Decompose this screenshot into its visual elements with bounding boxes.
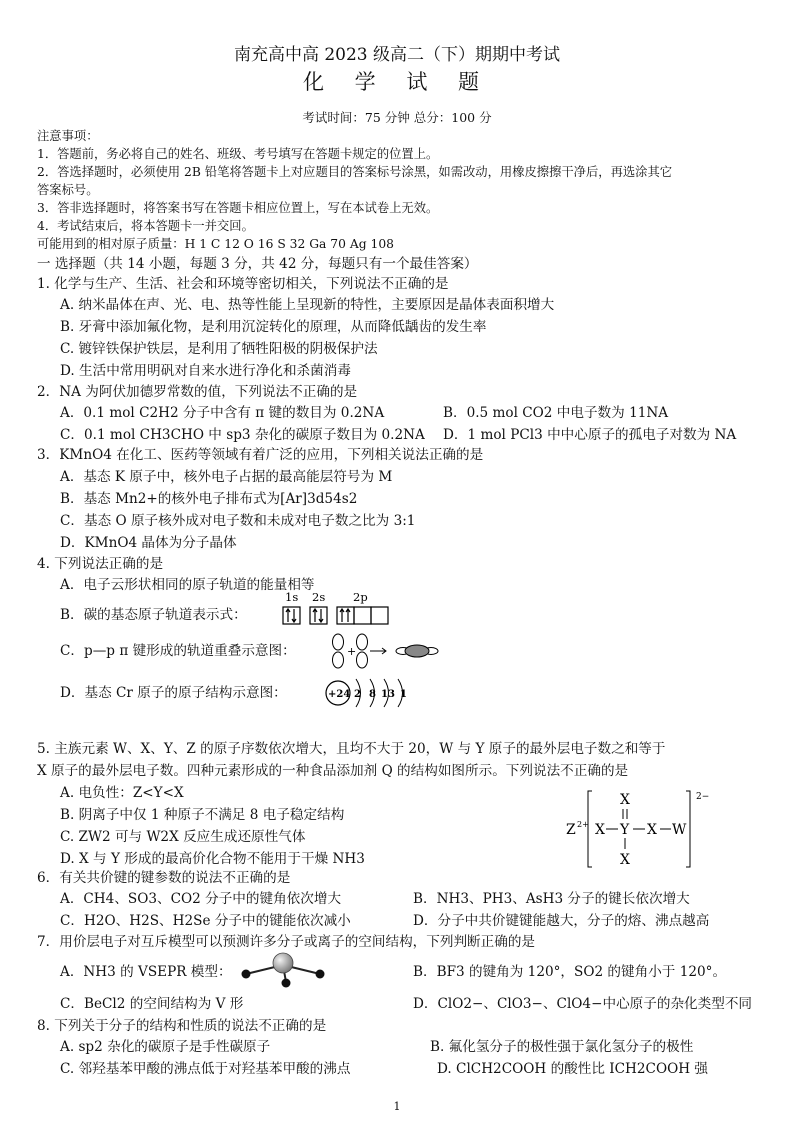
q1-option-a: A. 纳米晶体在声、光、电、热等性能上呈现新的特性，主要原因是晶体表面积增大 [60,297,555,313]
q5-stem-line1: 5. 主族元素 W、X、Y、Z 的原子序数依次增大，且均不大于 20，W 与 Y 原子的最外层电子数之和等于 [37,741,666,757]
q5-option-d: D. X 与 Y 形成的最高价化合物不能用于干燥 NH3 [60,851,365,867]
note-1: 1．答题前，务必将自己的姓名、班级、考号填写在答题卡规定的位置上。 [37,147,439,161]
time-info: 考试时间：75 分钟 总分：100 分 [302,110,492,125]
section-heading: 一 选择题（共 14 小题，每题 3 分，共 42 分，每题只有一个最佳答案） [37,256,478,272]
q8-option-a: A. sp2 杂化的碳原子是手性碳原子 [60,1039,271,1055]
q4-option-b: B．碳的基态原子轨道表示式： [60,607,247,623]
q4-option-d: D．基态 Cr 原子的原子结构示意图： [60,685,287,701]
orbital-label-1s: 1s [285,590,299,604]
atomic-masses: 可能用到的相对原子质量：H 1 C 12 O 16 S 32 Ga 70 Ag 108 [37,237,394,251]
q1-option-d: D. 生活中常用明矾对自来水进行净化和杀菌消毒 [60,363,351,379]
svg-text:+: + [347,645,357,658]
q4-stem: 4. 下列说法正确的是 [37,556,164,572]
q2-option-c: C．0.1 mol CH3CHO 中 sp3 杂化的碳原子数目为 0.2NA [60,427,425,443]
q7-option-c: C．BeCl2 的空间结构为 V 形 [60,996,244,1012]
q1-option-c: C. 镀锌铁保护铁层，是利用了牺牲阳极的阴极保护法 [60,341,378,357]
page-number: 1 [393,1100,401,1113]
q3-stem: 3．KMnO4 在化工、医药等领域有着广泛的应用，下列相关说法正确的是 [37,447,484,463]
notes-heading: 注意事项： [37,129,99,143]
shell-1-electrons: 2 [354,689,361,700]
q8-option-c: C. 邻羟基苯甲酸的沸点低于对羟基苯甲酸的沸点 [60,1061,351,1077]
q7-stem: 7．用价层电子对互斥模型可以预测许多分子或离子的空间结构，下列判断正确的是 [37,934,536,950]
q8-option-d: D. ClCH2COOH 的酸性比 ICH2COOH 强 [437,1061,709,1077]
q6-stem: 6．有关共价键的键参数的说法不正确的是 [37,870,291,886]
q2-option-d: D．1 mol PCl3 中中心原子的孤电子对数为 NA [443,427,737,443]
q2-option-b: B．0.5 mol CO2 中电子数为 11NA [443,405,669,421]
shell-3-electrons: 13 [381,689,395,700]
orbital-diagram [263,590,393,630]
q5-option-b: B. 阴离子中仅 1 种原子不满足 8 电子稳定结构 [60,807,345,823]
pi-bond-overlap-diagram [328,633,453,669]
note-2-cont: 答案标号。 [37,183,99,197]
orbital-label-2p: 2p [353,590,368,604]
top-x: X [620,792,630,808]
note-4: 4．考试结束后，将本答题卡一并交回。 [37,219,254,233]
q5-stem-line2: X 原子的最外层电子数。四种元素形成的一种食品添加剂 Q 的结构如图所示。下列说法不正确的是 [37,763,629,779]
q5-option-a: A. 电负性：Z<Y<X [60,785,184,801]
cr-atom-structure-diagram [323,675,423,719]
z-cation: Z [566,822,576,838]
nh3-vsepr-model [238,950,330,992]
q3-option-d: D．KMnO4 晶体为分子晶体 [60,535,237,551]
bottom-x: X [620,852,630,868]
note-3: 3．答非选择题时，将答案书写在答题卡相应位置上，写在本试卷上无效。 [37,201,439,215]
subject-title: 化 学 试 题 [302,70,492,94]
q2-option-a: A．0.1 mol C2H2 分子中含有 π 键的数目为 0.2NA [60,405,385,421]
orbital-label-2s: 2s [312,590,326,604]
q7-option-a: A．NH3 的 VSEPR 模型： [60,964,232,980]
compound-q-structure [560,787,720,869]
terminal-w: W [672,822,687,838]
q5-option-c: C. ZW2 可与 W2X 反应生成还原性气体 [60,829,306,845]
q4-option-a: A．电子云形状相同的原子轨道的能量相等 [60,577,315,593]
left-x: X [595,822,605,838]
q3-option-c: C．基态 O 原子核外成对电子数和未成对电子数之比为 3:1 [60,513,416,529]
right-x: X [647,822,657,838]
exam-title: 南充高中高 2023 级高二（下）期期中考试 [233,45,561,65]
central-y: Y [620,822,630,838]
q8-option-b: B. 氟化氢分子的极性强于氯化氢分子的极性 [430,1039,694,1055]
nucleus-charge: +24 [328,689,351,700]
q1-stem: 1. 化学与生产、生活、社会和环境等密切相关，下列说法不正确的是 [37,276,449,292]
q2-stem: 2．NA 为阿伏加德罗常数的值，下列说法不正确的是 [37,384,358,400]
q7-option-b: B．BF3 的键角为 120°，SO2 的键角小于 120°。 [413,964,727,980]
anion-charge: 2− [696,792,710,802]
q6-option-b: B．NH3、PH3、AsH3 分子的键长依次增大 [413,891,690,907]
z-charge: 2+ [577,820,589,829]
q7-option-d: D．ClO2−、ClO3−、ClO4−中心原子的杂化类型不同 [413,996,753,1012]
q1-option-b: B. 牙膏中添加氟化物，是利用沉淀转化的原理，从而降低龋齿的发生率 [60,319,487,335]
q3-option-b: B．基态 Mn2+的核外电子排布式为[Ar]3d54s2 [60,491,358,507]
q4-option-c: C．p—p π 键形成的轨道重叠示意图： [60,643,296,659]
q6-option-d: D．分子中共价键键能越大，分子的熔、沸点越高 [413,913,710,929]
q3-option-a: A．基态 K 原子中，核外电子占据的最高能层符号为 M [60,469,393,485]
q6-option-a: A．CH4、SO3、CO2 分子中的键角依次增大 [60,891,342,907]
shell-2-electrons: 8 [369,689,376,700]
note-2: 2．答选择题时，必须使用 2B 铅笔将答题卡上对应题目的答案标号涂黑，如需改动，用橡皮擦擦干净后，再选涂其它 [37,165,673,179]
q8-stem: 8. 下列关于分子的结构和性质的说法不正确的是 [37,1018,327,1034]
q6-option-c: C．H2O、H2S、H2Se 分子中的键能依次减小 [60,913,351,929]
shell-4-electrons: 1 [400,689,407,700]
